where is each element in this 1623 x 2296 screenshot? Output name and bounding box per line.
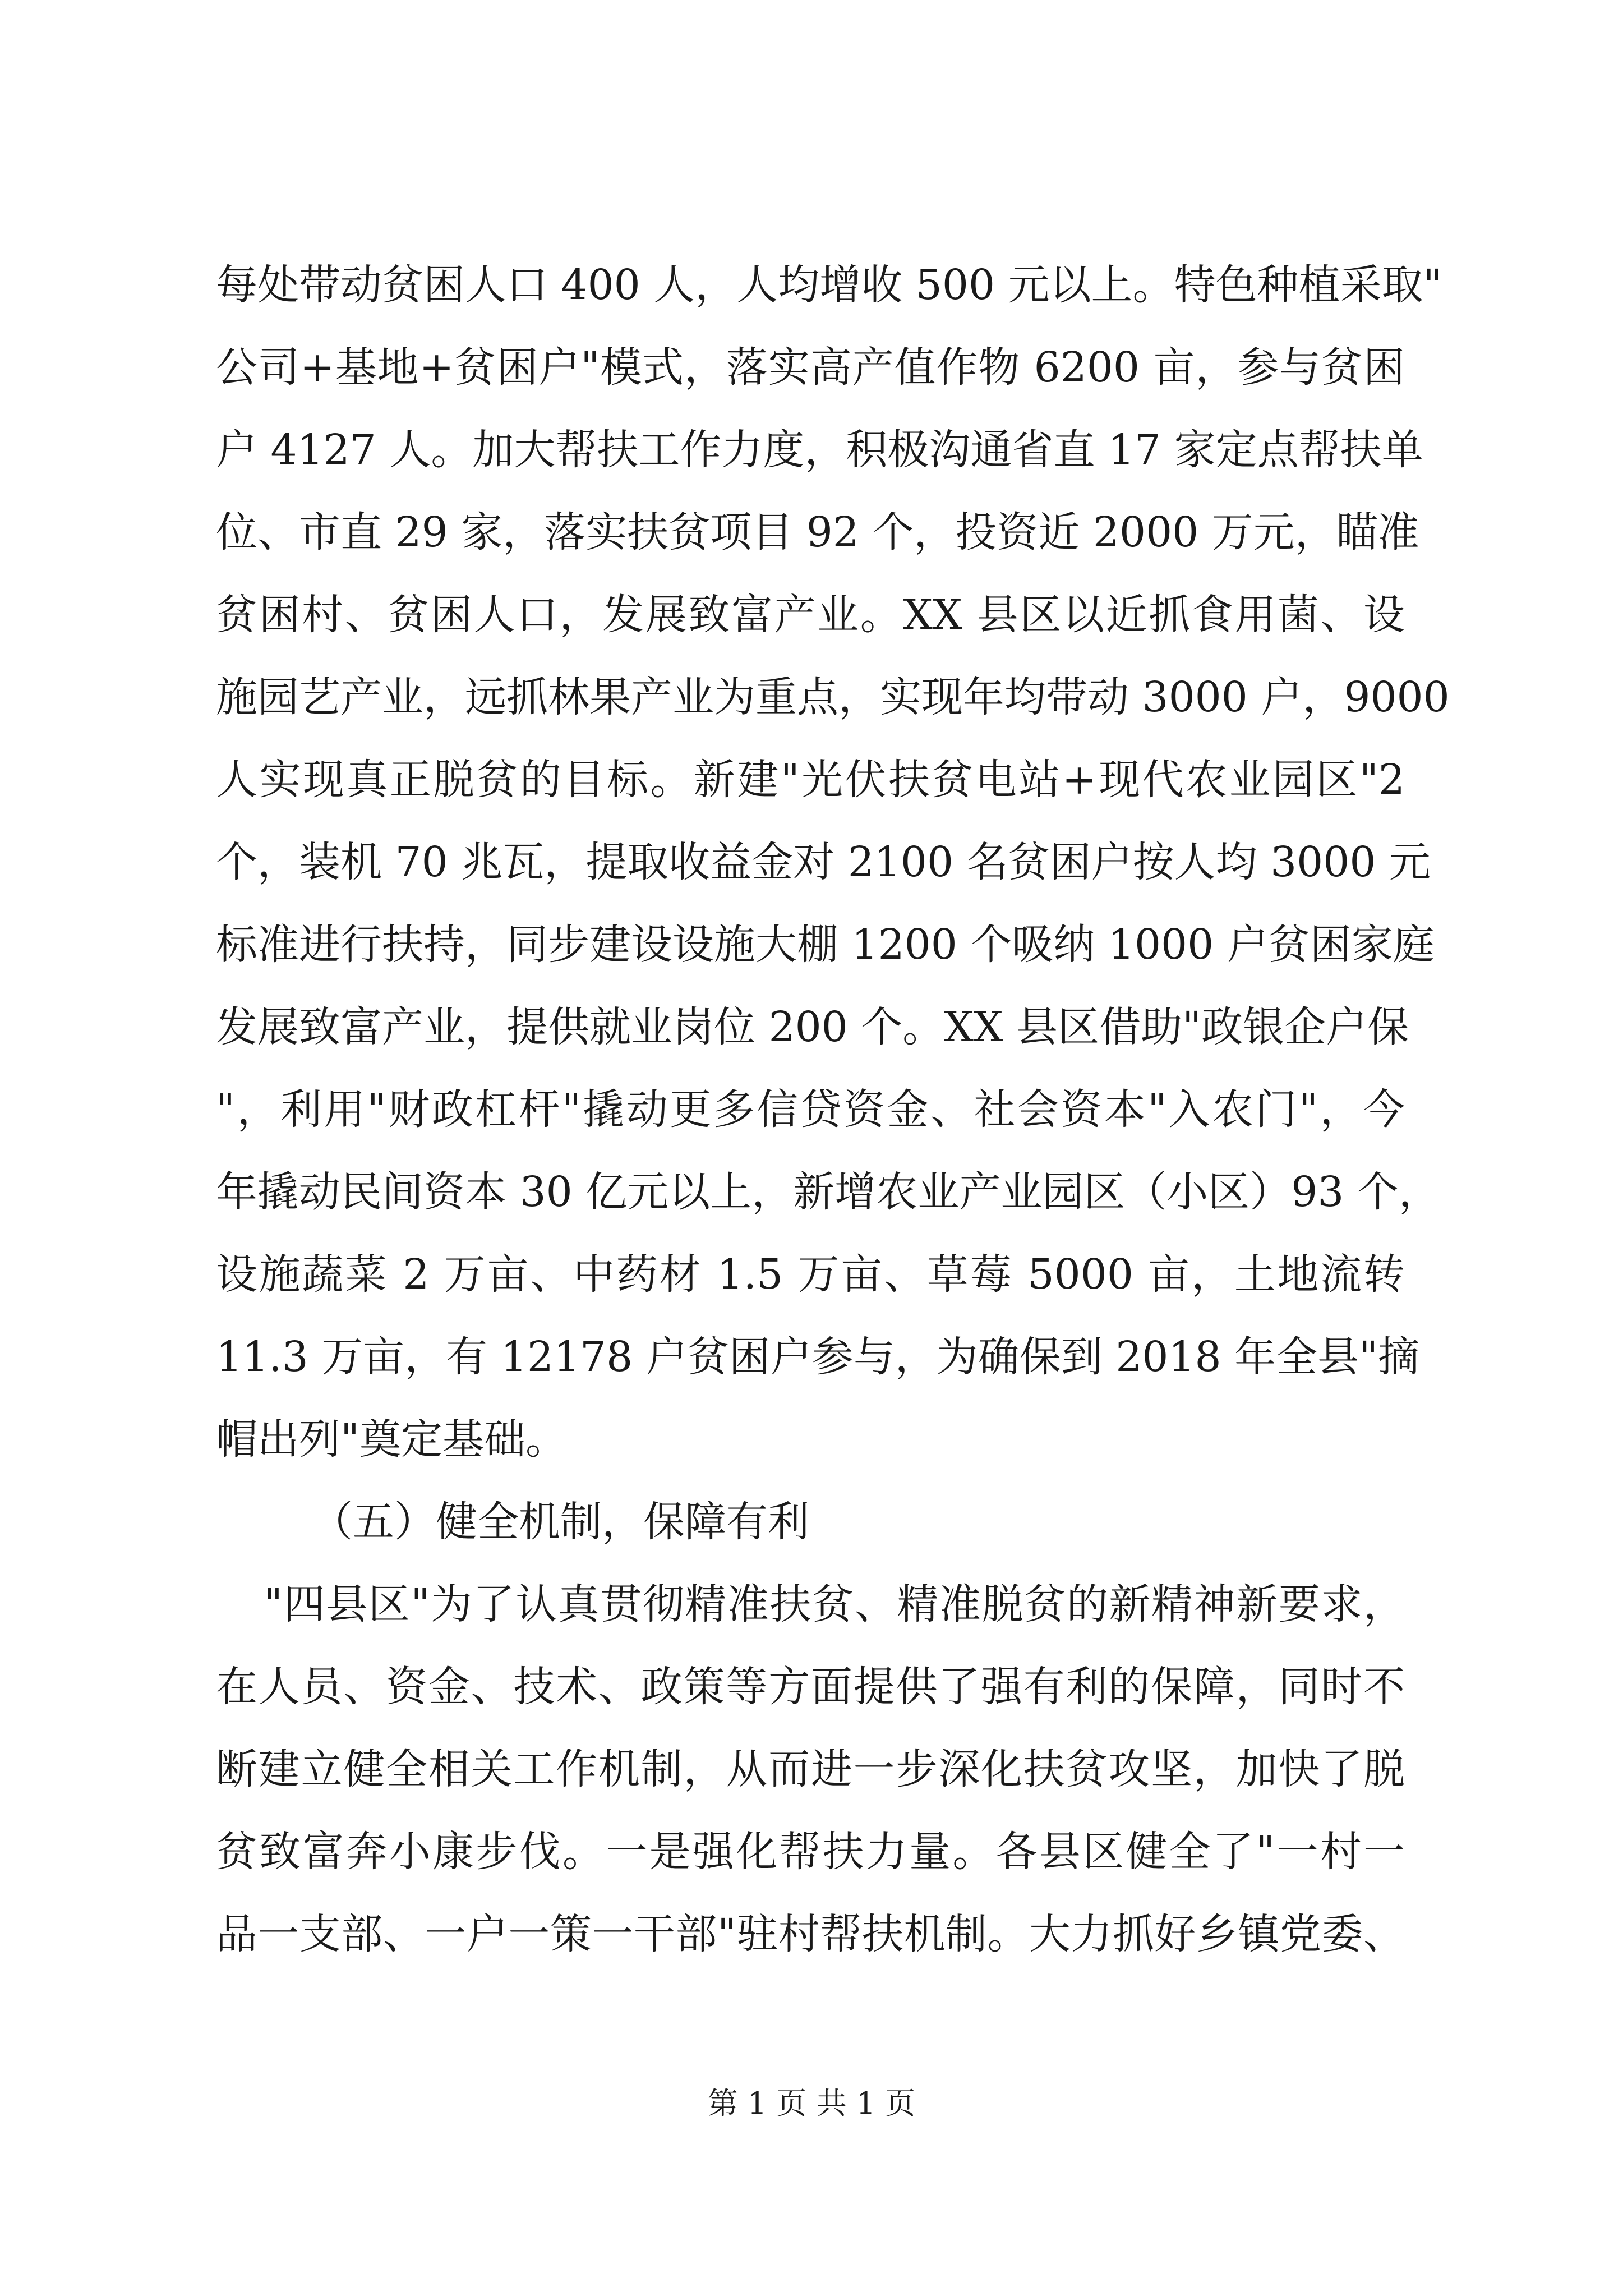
document-body bbox=[216, 244, 1450, 1976]
text-line: 帽出列"奠定基础。 bbox=[216, 1415, 568, 1464]
text-line: 年撬动民间资本 30 亿元以上，新增农业产业园区（小区）93 个， bbox=[216, 1168, 1440, 1216]
text-line: "，利用"财政杠杆"撬动更多信贷资金、社会资本"入农门"，今 bbox=[216, 1085, 1405, 1134]
text-line: 个，装机 70 兆瓦，提取收益金对 2100 名贫困户按人均 3000 元 bbox=[216, 838, 1431, 886]
text-line: 标准进行扶持，同步建设设施大棚 1200 个吸纳 1000 户贫困家庭 bbox=[216, 921, 1435, 969]
text-line: 品一支部、一户一策一干部"驻村帮扶机制。大力抓好乡镇党委、 bbox=[216, 1910, 1405, 1958]
text-line: 公司+基地+贫困户"模式，落实高产值作物 6200 亩，参与贫困 bbox=[216, 343, 1405, 392]
text-line: 发展致富产业，提供就业岗位 200 个。XX 县区借助"政银企户保 bbox=[216, 1003, 1409, 1051]
section-heading: （五）健全机制，保障有利 bbox=[311, 1498, 809, 1546]
text-line: 位、市直 29 家，落实扶贫项目 92 个，投资近 2000 万元，瞄准 bbox=[216, 508, 1419, 556]
text-line: 施园艺产业，远抓林果产业为重点，实现年均带动 3000 户，9000 bbox=[216, 673, 1450, 721]
text-line: 人实现真正脱贫的目标。新建"光伏扶贫电站+现代农业园区"2 bbox=[216, 756, 1405, 804]
text-line: 断建立健全相关工作机制，从而进一步深化扶贫攻坚，加快了脱 bbox=[216, 1745, 1405, 1793]
text-line: 贫困村、贫困人口，发展致富产业。XX 县区以近抓食用菌、设 bbox=[216, 591, 1405, 639]
text-line: "四县区"为了认真贯彻精准扶贫、精准脱贫的新精神新要求， bbox=[264, 1580, 1405, 1628]
page-footer: 第 1 页 共 1 页 bbox=[707, 2086, 916, 2121]
text-line: 在人员、资金、技术、政策等方面提供了强有利的保障，同时不 bbox=[216, 1663, 1405, 1711]
text-line: 贫致富奔小康步伐。一是强化帮扶力量。各县区健全了"一村一 bbox=[216, 1828, 1405, 1876]
text-line: 设施蔬菜 2 万亩、中药材 1.5 万亩、草莓 5000 亩，土地流转 bbox=[216, 1250, 1405, 1299]
text-line: 户 4127 人。加大帮扶工作力度，积极沟通省直 17 家定点帮扶单 bbox=[216, 426, 1423, 474]
text-line: 每处带动贫困人口 400 人，人均增收 500 元以上。特色种植采取" bbox=[216, 261, 1442, 309]
text-line: 11.3 万亩，有 12178 户贫困户参与，为确保到 2018 年全县"摘 bbox=[216, 1333, 1420, 1381]
